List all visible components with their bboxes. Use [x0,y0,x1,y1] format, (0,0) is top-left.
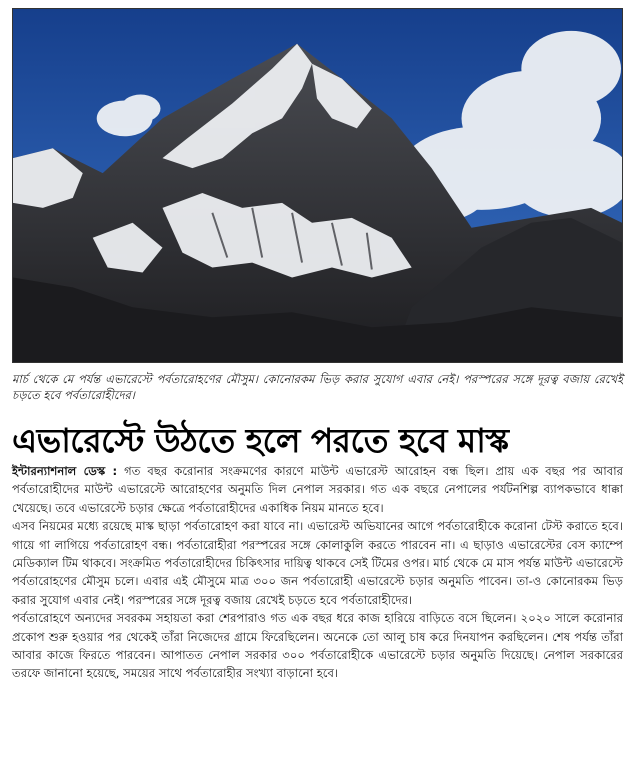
mountain-photo [12,8,623,363]
article-body [12,462,623,683]
article-paragraph: পর্বতারোহণে অন্যদের সবরকম সহায়তা করা শেরপারাও গত এক বছর ধরে কাজ হারিয়ে বাড়িতে বসে ছিলেন। ২০২০ সালে করোনার প্রকোপ শুরু হওয়ার পর থেকেই তাঁরা নিজেদের গ্রামে ফিরেছিলেন। অনেকে তো আলু চাষ করে দিনযাপন করছিলেন। শেষ পর্যন্ত তাঁরা আবার কাজে ফিরতে পারবেন। আপাতত নেপাল সরকার ৩০০ পর্বতারোহীকে এভারেস্টে চড়ার অনুমতি দিয়েছে। নেপাল সরকারের তরফে জানানো হয়েছে, সময়ের সাথে পর্বতারোহীর সংখ্যা বাড়ানো হবে। [12,611,623,681]
article-paragraph [12,462,623,517]
paragraph-text: গত বছর করোনার সংক্রমণের কারণে মাউন্ট এভারেস্ট আরোহন বন্ধ ছিল। প্রায় এক বছর পর আবার পর্বতারোহীদের মাউন্ট এভারেস্টে আরোহণের অনুমতি দিল নেপাল সরকার। গত এক বছরে নেপালের পর্যটনশিল্প ব্যাপকভাবে ধাক্কা খেয়েছে। তবে এভারেস্টে চড়ার ক্ষেত্রে পর্বতারোহীদের একাধিক নিয়ম মানতে হবে। [12,464,623,515]
photo-caption: মার্চ থেকে মে পর্যন্ত এভারেস্টে পর্বতারোহণের মৌসুম। কোনোরকম ভিড় করার সুযোগ এবার নেই। পরস্পরের সঙ্গে দূরত্ব বজায় রেখেই চড়তে হবে পর্বতারোহীদের। [12,372,623,402]
mountain-photo-icon [13,9,622,362]
dateline: ইন্টারন্যাশনাল ডেস্ক : [12,464,118,478]
headline: এভারেস্টে উঠতে হলে পরতে হবে মাস্ক [12,421,509,460]
article-paragraph: এসব নিয়মের মধ্যে রয়েছে মাস্ক ছাড়া পর্বতারোহণ করা যাবে না। এভারেস্ট অভিযানের আগে পর্বতারোহীকে করোনা টেস্ট করাতে হবে। গায়ে গা লাগিয়ে পর্বতারোহণ বন্ধ। পর্বতারোহীরা পরস্পরের সঙ্গে কোলাকুলি করতে পারবেন না। এ ছাড়াও এভারেস্টের বেস ক্যাম্পে মেডিক্যাল টিম থাকবে। সংক্রমিত পর্বতারোহীদের চিকিৎসার দায়িত্ব থাকবে সেই টিমের ওপর। মার্চ থেকে মে মাস পর্যন্ত মাউন্ট এভারেস্টে পর্বতারোহণের মৌসুম চলে। এবার এই মৌসুমে মাত্র ৩০০ জন পর্বতারোহী এভারেস্টে চড়ার অনুমতি পাবেন। তা-ও কোনোরকম ভিড় করার সুযোগ এবার নেই। পরস্পরের সঙ্গে দূরত্ব বজায় রেখেই চড়তে হবে পর্বতারোহীদের। [12,519,623,607]
